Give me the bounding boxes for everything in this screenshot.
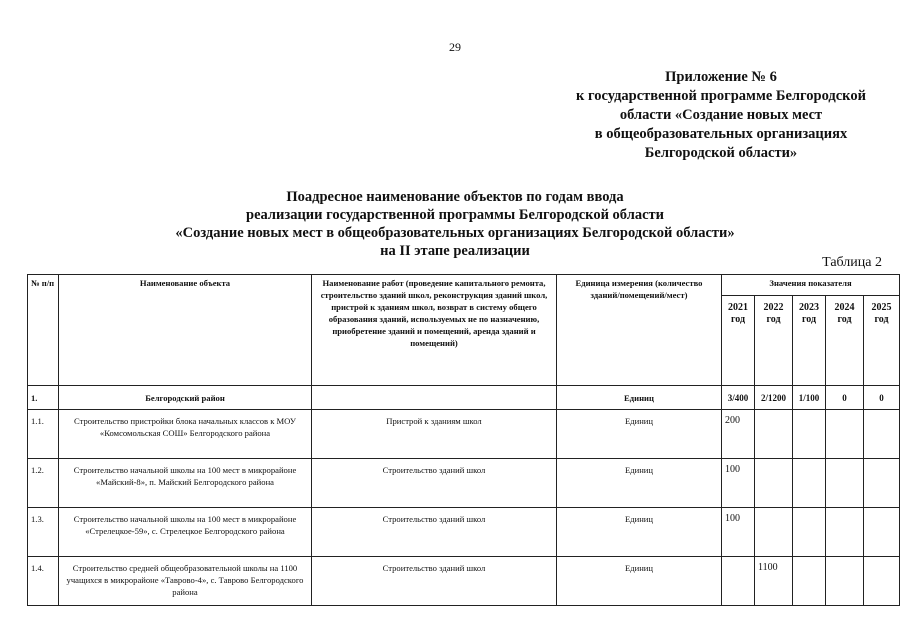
header-year: 2025 год <box>864 296 900 386</box>
row-value <box>864 557 900 606</box>
row-works: Пристрой к зданиям школ <box>312 410 557 459</box>
table-row <box>28 410 900 459</box>
row-value <box>793 557 826 606</box>
row-works: Строительство зданий школ <box>312 557 557 606</box>
row-unit: Единиц <box>557 410 722 459</box>
row-value: 1100 <box>755 557 793 606</box>
row-value <box>755 508 793 557</box>
header-number: № п/п <box>28 275 59 386</box>
row-value <box>755 410 793 459</box>
title-line: на II этапе реализации <box>380 243 530 259</box>
row-value: 0 <box>826 386 864 410</box>
row-value <box>826 459 864 508</box>
table-row <box>28 459 900 508</box>
header-works: Наименование работ (проведение капитального ремонта, строительство зданий школ, реконструкция зданий школ, пристрой к зданиям школ, возврат в систему общего образования зданий, используемых не по назначению, приобретение зданий и помещений, аренда зданий и помещений) <box>312 275 557 386</box>
header-values: Значения показателя <box>722 275 900 296</box>
row-number: 1. <box>28 386 59 410</box>
header-year: 2024 год <box>826 296 864 386</box>
header-unit: Единица измерения (количество зданий/помещений/мест) <box>557 275 722 386</box>
header-year: 2021 год <box>722 296 755 386</box>
title-line: Поадресное наименование объектов по годам ввода <box>286 189 624 205</box>
row-value <box>722 557 755 606</box>
table-row <box>28 557 900 606</box>
row-value <box>793 459 826 508</box>
row-value: 100 <box>722 508 755 557</box>
title-line: реализации государственной программы Белгородской области <box>246 207 664 223</box>
appendix-line: к государственной программе Белгородской <box>576 88 866 104</box>
row-object: Строительство пристройки блока начальных классов к МОУ «Комсомольская СОШ» Белгородского района <box>59 410 312 459</box>
appendix-line: в общеобразовательных организациях <box>594 126 848 142</box>
row-value: 2/1200 <box>755 386 793 410</box>
page-number: 29 <box>449 40 461 54</box>
row-works <box>312 386 557 410</box>
row-unit: Единиц <box>557 557 722 606</box>
header-year: 2023 год <box>793 296 826 386</box>
table-row-total <box>28 386 900 410</box>
appendix-line: Приложение № 6 <box>665 69 777 85</box>
appendix-line: Белгородской области» <box>644 145 798 161</box>
row-value: 0 <box>864 386 900 410</box>
row-object: Строительство начальной школы на 100 мест в микрорайоне «Майский-8», п. Майский Белгородского района <box>59 459 312 508</box>
row-value <box>826 557 864 606</box>
row-number: 1.3. <box>28 508 59 557</box>
table-row <box>28 508 900 557</box>
row-value <box>793 410 826 459</box>
row-works: Строительство зданий школ <box>312 508 557 557</box>
appendix-line: области «Создание новых мест <box>619 107 823 123</box>
row-value <box>864 508 900 557</box>
row-number: 1.4. <box>28 557 59 606</box>
row-works: Строительство зданий школ <box>312 459 557 508</box>
header-year: 2022 год <box>755 296 793 386</box>
row-number: 1.2. <box>28 459 59 508</box>
row-value: 100 <box>722 459 755 508</box>
title-line: «Создание новых мест в общеобразовательных организациях Белгородской области» <box>175 225 735 241</box>
row-unit: Единиц <box>557 508 722 557</box>
row-unit: Единиц <box>557 386 722 410</box>
row-unit: Единиц <box>557 459 722 508</box>
row-value <box>755 459 793 508</box>
row-object: Строительство средней общеобразовательной школы на 1100 учащихся в микрорайоне «Таврово-4», с. Таврово Белгородского района <box>59 557 312 606</box>
row-value: 1/100 <box>793 386 826 410</box>
row-object: Строительство начальной школы на 100 мест в микрорайоне «Стрелецкое-59», с. Стрелецкое Белгородского района <box>59 508 312 557</box>
appendix-header <box>548 68 894 163</box>
row-object: Белгородский район <box>59 386 312 410</box>
row-value <box>826 410 864 459</box>
objects-table <box>27 274 900 606</box>
row-value <box>864 459 900 508</box>
row-value <box>793 508 826 557</box>
row-value: 3/400 <box>722 386 755 410</box>
header-object: Наименование объекта <box>59 275 312 386</box>
document-title <box>90 188 820 260</box>
table-label: Таблица 2 <box>822 255 882 270</box>
row-number: 1.1. <box>28 410 59 459</box>
row-value: 200 <box>722 410 755 459</box>
row-value <box>826 508 864 557</box>
row-value <box>864 410 900 459</box>
